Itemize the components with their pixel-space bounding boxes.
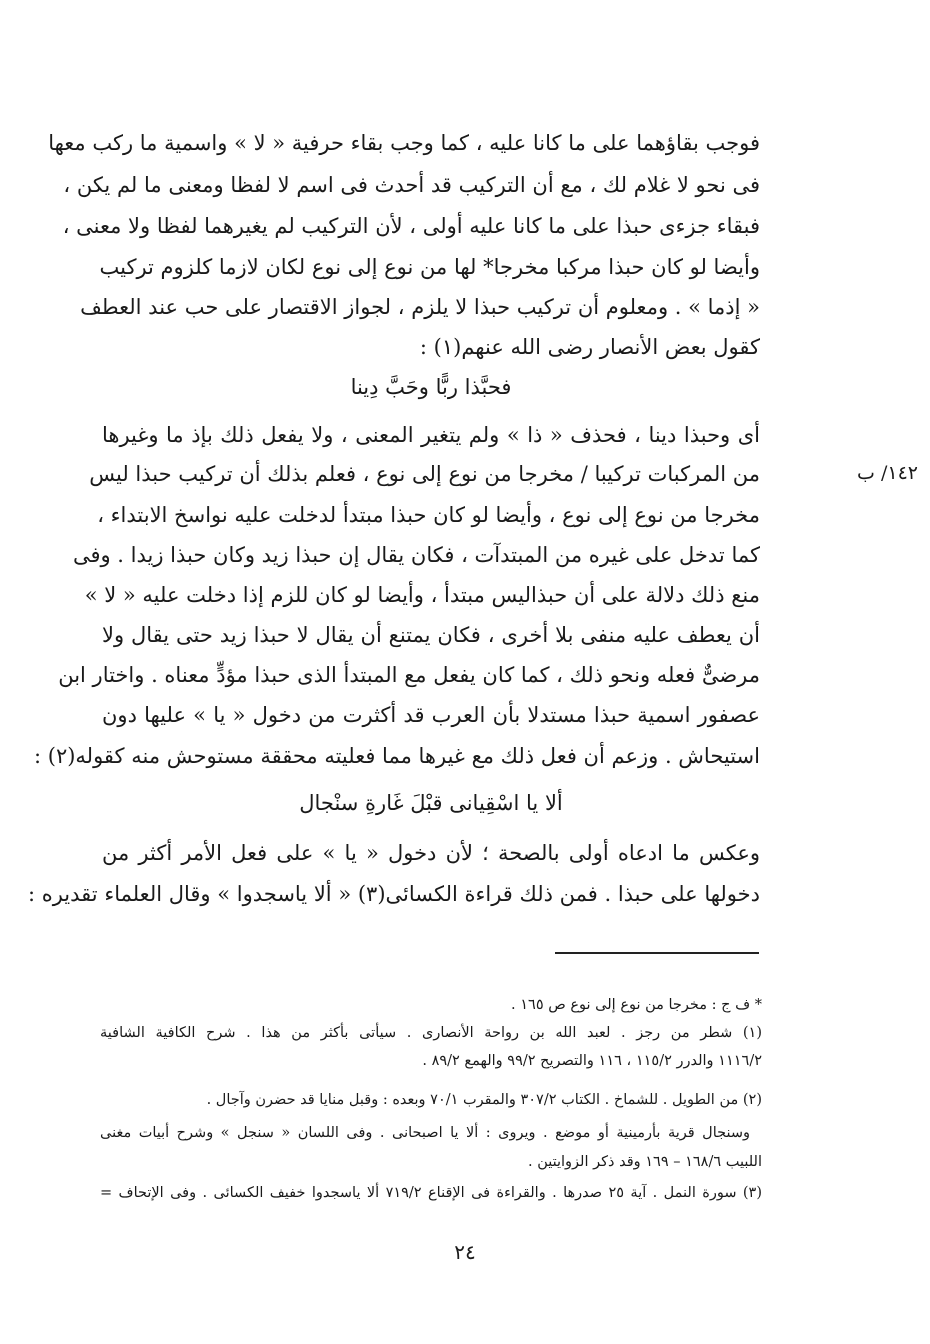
body-line: عصفور اسمية حبذا مستدلا بأن العرب قد أكثرت من دخول « يا » عليها دون [102,703,760,727]
footnote-line: وسنجال قرية بأرمينية أو موضع . ويروى : ألا يا اصبحانى . وفى اللسان « سنجل » وشرح أبيات مغنى [100,1125,750,1141]
body-line: مخرجا من نوع إلى نوع ، وأيضا لو كان حبذا مبتدأ لدخلت عليه نواسخ الابتداء ، [97,503,760,527]
body-line: كما تدخل على غيره من المبتدآت ، فكان يقال إن حبذا زيد وكان حبذا زيدا . وفى [72,543,760,567]
body-line: منع ذلك دلالة على أن حبذاليس مبتدأ ، وأيضا لو كان للزم إذا دخلت عليه « لا » [84,583,760,607]
body-line: من المركبات تركيبا / مخرجا من نوع إلى نوع ، فعلم بذلك أن تركيب حبذا ليس [89,462,760,486]
body-line: مرضىٌّ فعله ونحو ذلك ، كما كان يفعل مع المبتدأ الذى حبذا مؤدٍّ معناه . واختار ابن [58,663,760,687]
body-line: أى وحبذا دينا ، فحذف « ذا » ولم يتغير المعنى ، ولا يفعل ذلك بإذ ما وغيرها [102,423,760,447]
body-line: وعكس ما ادعاه أولى بالصحة ؛ لأن دخول « يا » على فعل الأمر أكثر من [102,841,760,865]
body-line: وأيضا لو كان حبذا مركبا مخرجا* لها من نوع إلى نوع لكان لازما كلزوم تركيب [99,255,760,279]
body-line: استيحاش . وزعم أن فعل ذلك مع غيرها مما فعليته محققة مستوحش منه كقوله(٢) : [34,744,760,768]
body-line: أن يعطف عليه منفى بلا أخرى ، فكان يمتنع أن يقال لا حبذا زيد حتى يقال ولا [102,623,760,647]
body-line: فبقاء جزءى حبذا على ما كانا عليه أولى ، لأن التركيب لم يغيرهما لفظا ولا معنى ، [62,214,760,238]
footnote-divider [555,952,759,954]
footnote-line: ١١١٦/٢ والدرر ١١٥/٢ ، ١١٦ والتصريح ٩٩/٢ والهمع ٨٩/٢ . [422,1053,762,1069]
footnote-line: (١) شطر من رجز . لعبد الله بن رواحة الأنصارى . سيأتى بأكثر من هذا . شرح الكافية الشافية [100,1025,762,1041]
body-line: فى نحو لا غلام لك ، مع أن التركيب قد أحدث فى اسم لا لفظا ومعنى ما لم يكن ، [63,173,760,197]
body-line: « إذما » . ومعلوم أن تركيب حبذا لا يلزم ، لجواز الاقتصار على حب عند العطف [80,295,760,319]
verse-line: فحبَّذا ربًّا وحَبَّ دِينا [350,375,512,399]
footnote-line: * ف ج : مخرجا من نوع إلى نوع ص ١٦٥ . [511,997,762,1013]
folio-margin-note: ١٤٢/ ب [857,462,918,484]
body-line: كقول بعض الأنصار رضى الله عنهم(١) : [419,335,760,359]
footnote-line: (٢) من الطويل . للشماخ . الكتاب ٣٠٧/٢ والمقرب ٧٠/١ وبعده : وقبل منايا قد حضرن وآجال . [206,1092,762,1108]
page-number: ٢٤ [454,1240,476,1264]
footnote-line: اللبيب ١٦٨/٦ – ١٦٩ وقد ذكر الزوايتين . [527,1154,762,1170]
footnote-line: (٣) سورة النمل . آية ٢٥ صدرها . والقراءة فى الإقناع ٧١٩/٢ ألا ياسجدوا خفيف الكسائى . وفى الإتحاف = [100,1185,762,1201]
body-line: فوجب بقاؤهما على ما كانا عليه ، كما وجب بقاء حرفية « لا » واسمية ما ركب معها [48,131,760,155]
body-line: دخولها على حبذا . فمن ذلك قراءة الكسائى(٣) « ألا ياسجدوا » وقال العلماء تقديره : [27,882,760,906]
verse-line: ألا يا اسْقِيانى قبْلَ غَارةِ سنْجال [299,791,563,815]
